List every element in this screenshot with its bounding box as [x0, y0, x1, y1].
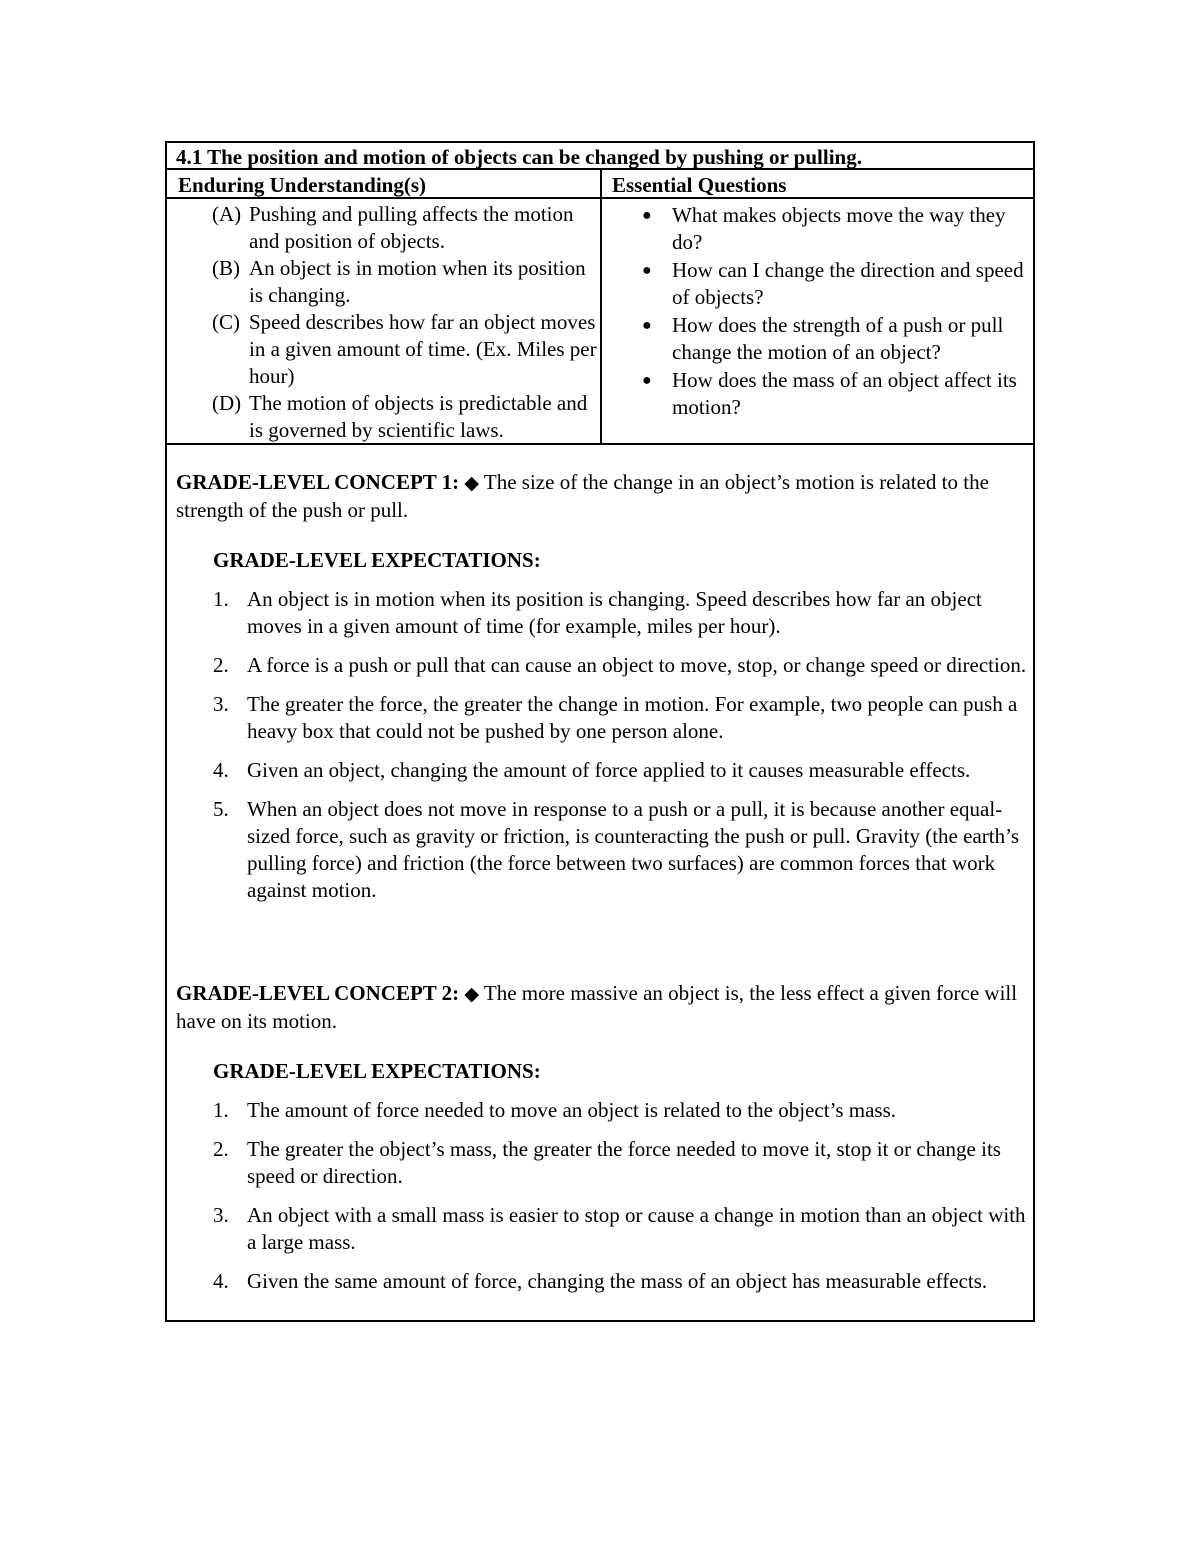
- list-item: (A) Pushing and pulling affects the motion and position of objects.: [212, 202, 574, 253]
- gle-1-header: GRADE-LEVEL EXPECTATIONS:: [213, 548, 541, 572]
- grade-level-concept-2: GRADE-LEVEL CONCEPT 2: ◆ The more massive an object is, the less effect a given force will have on its motion.: [176, 981, 1018, 1033]
- diamond-icon: ◆: [464, 984, 480, 1005]
- list-item: 2. The greater the object’s mass, the greater the force needed to move it, stop it or change its speed or direction.: [213, 1137, 1001, 1188]
- bullet-icon: ●: [642, 372, 652, 389]
- list-item: ● How can I change the direction and speed of objects?: [642, 258, 1024, 309]
- list-item: ● How does the mass of an object affect its motion?: [642, 368, 1017, 419]
- list-item: 4. Given an object, changing the amount of force applied to it causes measurable effects.: [213, 758, 971, 782]
- column-divider: [600, 170, 602, 445]
- list-item: 1. An object is in motion when its position is changing. Speed describes how far an object moves in a given amount of time (for example, miles per hour).: [213, 587, 982, 638]
- grade-level-concept-1: GRADE-LEVEL CONCEPT 1: ◆ The size of the change in an object’s motion is related to the strength of the push or pull.: [176, 470, 989, 522]
- list-item: (C) Speed describes how far an object moves in a given amount of time. (Ex. Miles per hour): [212, 310, 597, 388]
- essential-questions-header: Essential Questions: [601, 170, 1033, 199]
- list-item: ● How does the strength of a push or pull change the motion of an object?: [642, 313, 1004, 364]
- standards-table: [165, 141, 1035, 1322]
- list-item: 3. An object with a small mass is easier to stop or cause a change in motion than an object with a large mass.: [213, 1203, 1026, 1254]
- standard-title: 4.1 The position and motion of objects can be changed by pushing or pulling.: [167, 143, 1033, 170]
- bullet-icon: ●: [642, 262, 652, 279]
- list-item: 5. When an object does not move in response to a push or a pull, it is because another equal-sized force, such as gravity or friction, is counteracting the push or pull. Gravity (the earth’s pulling force) and friction (the force between two surfaces) are common forces that work against motion.: [213, 797, 1020, 902]
- diamond-icon: ◆: [464, 473, 480, 494]
- gle-2-list: [213, 1097, 1032, 1307]
- bullet-icon: ●: [642, 317, 652, 334]
- gle-2-header: GRADE-LEVEL EXPECTATIONS:: [213, 1059, 541, 1083]
- list-item: 2. A force is a push or pull that can cause an object to move, stop, or change speed or direction.: [213, 653, 1027, 677]
- list-item: ● What makes objects move the way they do?: [642, 203, 1006, 254]
- essential-questions-list: [642, 202, 1027, 422]
- list-item: 4. Given the same amount of force, changing the mass of an object has measurable effects.: [213, 1269, 988, 1293]
- enduring-understandings-list: [212, 201, 597, 444]
- bullet-icon: ●: [642, 207, 652, 224]
- gle-1-list: [213, 586, 1032, 916]
- list-item: 3. The greater the force, the greater the change in motion. For example, two people can push a heavy box that could not be pushed by one person alone.: [213, 692, 1018, 743]
- list-item: 1. The amount of force needed to move an object is related to the object’s mass.: [213, 1098, 897, 1122]
- list-item: (B) An object is in motion when its position is changing.: [212, 256, 586, 307]
- list-item: (D) The motion of objects is predictable and is governed by scientific laws.: [212, 391, 588, 442]
- enduring-understandings-header: Enduring Understanding(s): [167, 170, 601, 199]
